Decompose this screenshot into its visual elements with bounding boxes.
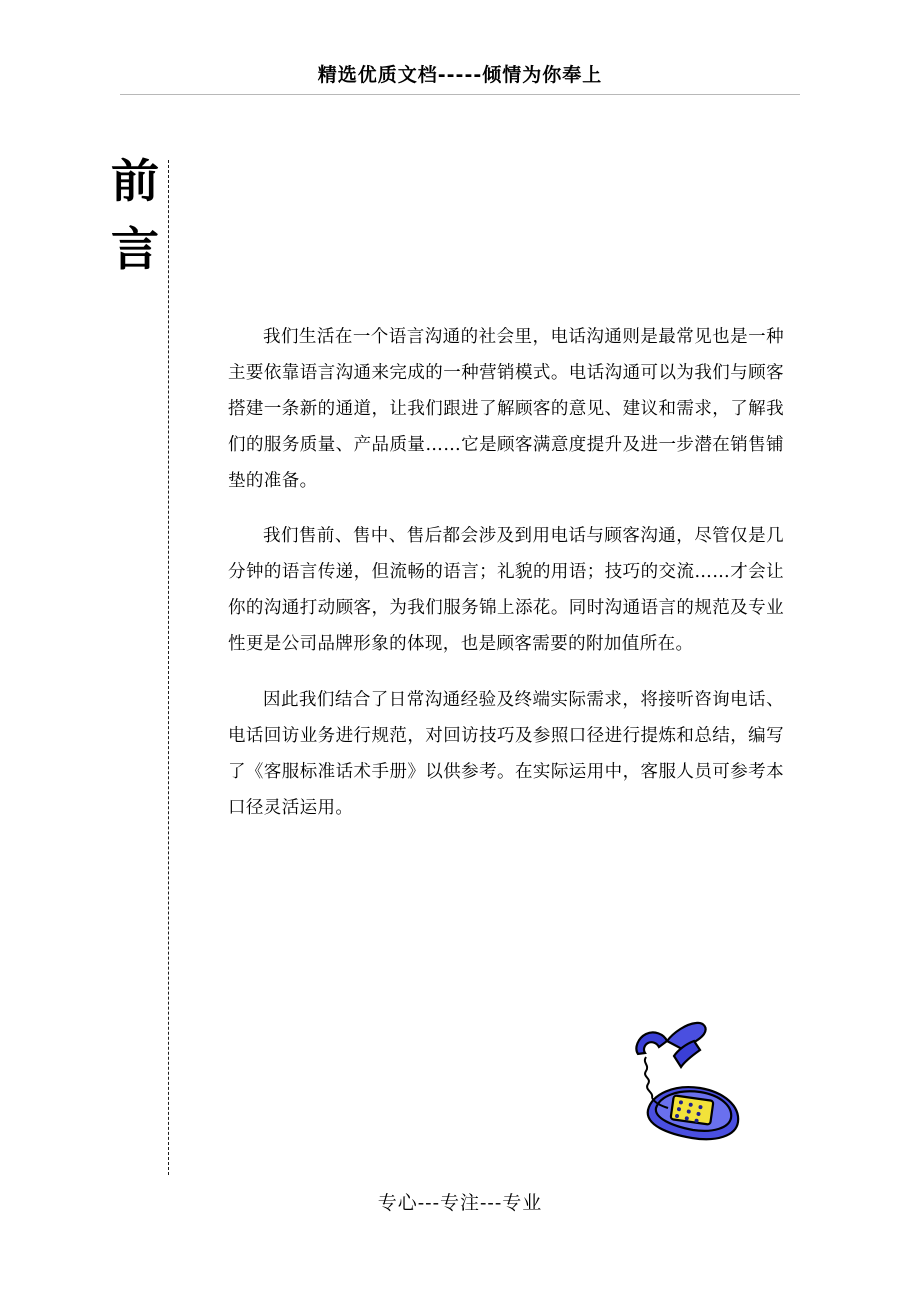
title-char-2: 言: [110, 222, 160, 276]
body-paragraph-2: 我们售前、售中、售后都会涉及到用电话与顾客沟通，尽管仅是几分钟的语言传递，但流畅的语言；礼貌的用语；技巧的交流……才会让你的沟通打动顾客，为我们服务锦上添花。同时沟通语言的规范及专业性更是公司品牌形象的体现，也是顾客需要的附加值所在。: [228, 526, 784, 654]
telephone-icon: [612, 1010, 762, 1150]
document-body: [228, 320, 784, 846]
vertical-dashed-divider: [168, 160, 169, 1175]
body-paragraph-1: 我们生活在一个语言沟通的社会里，电话沟通则是最常见也是一种主要依靠语言沟通来完成的一种营销模式。电话沟通可以为我们与顾客搭建一条新的通道，让我们跟进了解顾客的意见、建议和需求，了解我们的服务质量、产品质量……它是顾客满意度提升及进一步潜在销售铺垫的准备。: [228, 327, 784, 491]
body-paragraph-3: 因此我们结合了日常沟通经验及终端实际需求，将接听咨询电话、电话回访业务进行规范，对回访技巧及参照口径进行提炼和总结，编写了《客服标准话术手册》以供参考。在实际运用中，客服人员可参考本口径灵活运用。: [228, 689, 784, 818]
title-char-1: 前: [110, 154, 160, 208]
page-footer: 专心---专注---专业: [377, 1192, 543, 1214]
page-header: 精选优质文档-----倾情为你奉上: [120, 60, 800, 95]
page-title: [104, 154, 166, 294]
